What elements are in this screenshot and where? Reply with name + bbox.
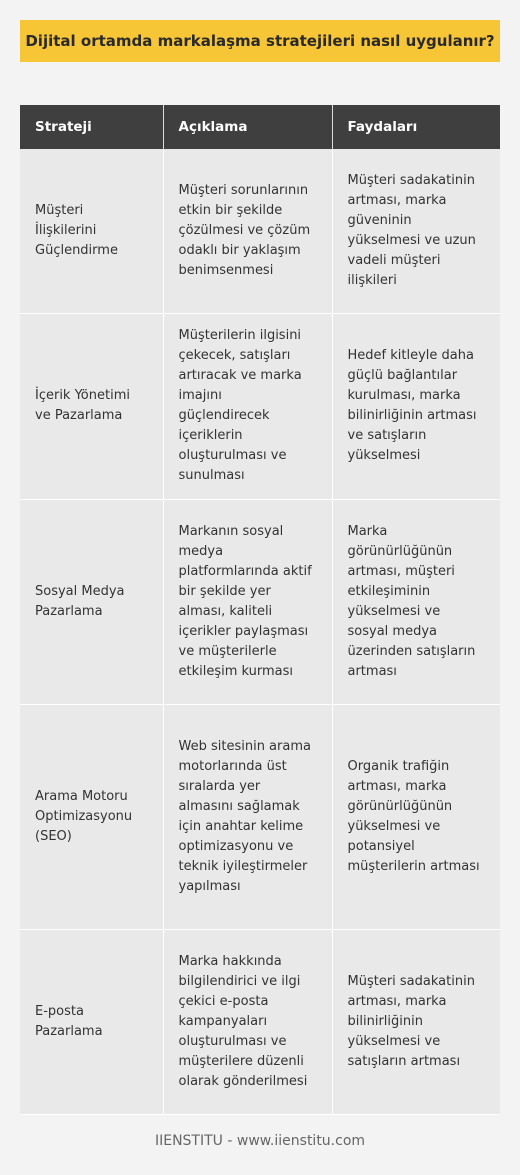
table-row (20, 929, 500, 1114)
table-row (20, 149, 500, 313)
strategy-cell: Sosyal Medya Pazarlama (20, 499, 163, 704)
benefits-cell: Marka görünürlüğünün artması, müşteri etkileşiminin yükselmesi ve sosyal medya üzerinden satışların artması (332, 499, 500, 704)
table-row (20, 313, 500, 499)
description-cell: Müşterilerin ilgisini çekecek, satışları artıracak ve marka imajını güçlendirecek içeriklerin oluşturulması ve sunulması (163, 313, 332, 499)
column-header-benefits: Faydaları (332, 105, 500, 149)
column-header-description: Açıklama (163, 105, 332, 149)
description-cell: Markanın sosyal medya platformlarında aktif bir şekilde yer alması, kaliteli içerikler paylaşması ve müşterilerle etkileşim kurması (163, 499, 332, 704)
benefits-cell: Müşteri sadakatinin artması, marka güveninin yükselmesi ve uzun vadeli müşteri ilişkileri (332, 149, 500, 313)
benefits-cell: Organik trafiğin artması, marka görünürlüğünün yükselmesi ve potansiyel müşterilerin artması (332, 704, 500, 929)
table-row (20, 499, 500, 704)
strategy-table (20, 105, 500, 1115)
table-header-row (20, 105, 500, 149)
table-row (20, 704, 500, 929)
description-cell: Web sitesinin arama motorlarında üst sıralarda yer almasını sağlamak için anahtar kelime optimizasyonu ve teknik iyileştirmeler yapılması (163, 704, 332, 929)
strategy-cell: İçerik Yönetimi ve Pazarlama (20, 313, 163, 499)
description-cell: Müşteri sorunlarının etkin bir şekilde çözülmesi ve çözüm odaklı bir yaklaşım benimsenmesi (163, 149, 332, 313)
column-header-strategy: Strateji (20, 105, 163, 149)
benefits-cell: Hedef kitleyle daha güçlü bağlantılar kurulması, marka bilinirliğinin artması ve satışların yükselmesi (332, 313, 500, 499)
strategy-cell: E-posta Pazarlama (20, 929, 163, 1114)
strategy-cell: Arama Motoru Optimizasyonu (SEO) (20, 704, 163, 929)
description-cell: Marka hakkında bilgilendirici ve ilgi çekici e-posta kampanyaları oluşturulması ve müşterilere düzenli olarak gönderilmesi (163, 929, 332, 1114)
page-title: Dijital ortamda markalaşma stratejileri nasıl uygulanır? (25, 32, 495, 50)
footer-credit: IIENSTITU - www.iienstitu.com (154, 1133, 366, 1149)
page-title-banner (20, 20, 500, 62)
benefits-cell: Müşteri sadakatinin artması, marka bilinirliğinin yükselmesi ve satışların artması (332, 929, 500, 1114)
strategy-cell: Müşteri İlişkilerini Güçlendirme (20, 149, 163, 313)
